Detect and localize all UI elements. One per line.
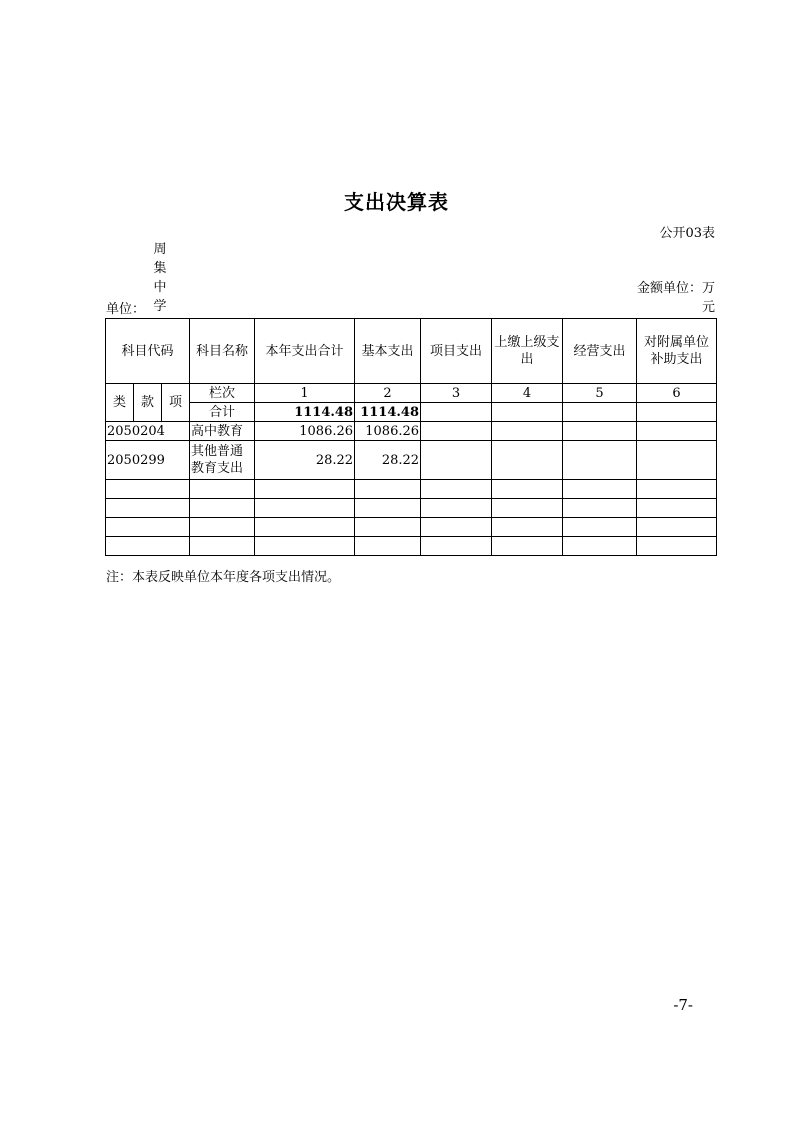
expenditure-table <box>105 318 717 556</box>
row-code: 2050204 <box>106 422 190 441</box>
header-subject-name: 科目名称 <box>190 319 255 384</box>
header-lanci: 栏次 <box>190 384 255 403</box>
row-total: 28.22 <box>255 441 355 480</box>
basic-value: 1114.48 <box>355 403 421 422</box>
amount-unit-line: 元 <box>701 300 715 315</box>
col-number: 3 <box>421 384 492 403</box>
unit-name <box>153 240 167 316</box>
header-lei: 类 <box>106 384 134 422</box>
unit-name-char: 周 <box>153 242 167 257</box>
header-upper: 上缴上级支出 <box>492 319 563 384</box>
row-basic: 28.22 <box>355 441 421 480</box>
col-number: 4 <box>492 384 563 403</box>
col-number: 1 <box>255 384 355 403</box>
header-subsidy: 对附属单位补助支出 <box>637 319 717 384</box>
empty-row <box>106 499 717 518</box>
row-basic: 1086.26 <box>355 422 421 441</box>
table-row <box>106 422 717 441</box>
totals-row <box>106 403 717 422</box>
header-business: 经营支出 <box>563 319 637 384</box>
total-value: 1114.48 <box>255 403 355 422</box>
header-xiang: 项 <box>162 384 190 422</box>
header-project: 项目支出 <box>421 319 492 384</box>
empty-row <box>106 518 717 537</box>
table-header-row <box>106 319 717 384</box>
row-name: 高中教育 <box>190 422 255 441</box>
unit-label: 单位： <box>106 302 146 317</box>
unit-name-char: 学 <box>153 299 167 314</box>
unit-name-char: 中 <box>153 280 167 295</box>
page-number: -7- <box>673 996 693 1014</box>
empty-row <box>106 537 717 556</box>
column-number-row <box>106 384 717 403</box>
col-number: 2 <box>355 384 421 403</box>
page-title: 支出决算表 <box>344 190 449 214</box>
table-row <box>106 441 717 480</box>
amount-unit <box>625 279 715 317</box>
table-note: 注：本表反映单位本年度各项支出情况。 <box>106 570 341 585</box>
col-number: 5 <box>563 384 637 403</box>
row-total: 1086.26 <box>255 422 355 441</box>
amount-unit-line: 金额单位：万 <box>636 281 715 296</box>
header-total: 本年支出合计 <box>255 319 355 384</box>
row-code: 2050299 <box>106 441 190 480</box>
header-basic: 基本支出 <box>355 319 421 384</box>
empty-row <box>106 480 717 499</box>
header-kuan: 款 <box>134 384 162 422</box>
form-number: 公开03表 <box>659 226 715 241</box>
row-name: 其他普通教育支出 <box>190 441 255 480</box>
unit-name-char: 集 <box>153 261 167 276</box>
col-number: 6 <box>637 384 717 403</box>
header-subject-code: 科目代码 <box>106 319 190 384</box>
header-heji: 合计 <box>190 403 255 422</box>
